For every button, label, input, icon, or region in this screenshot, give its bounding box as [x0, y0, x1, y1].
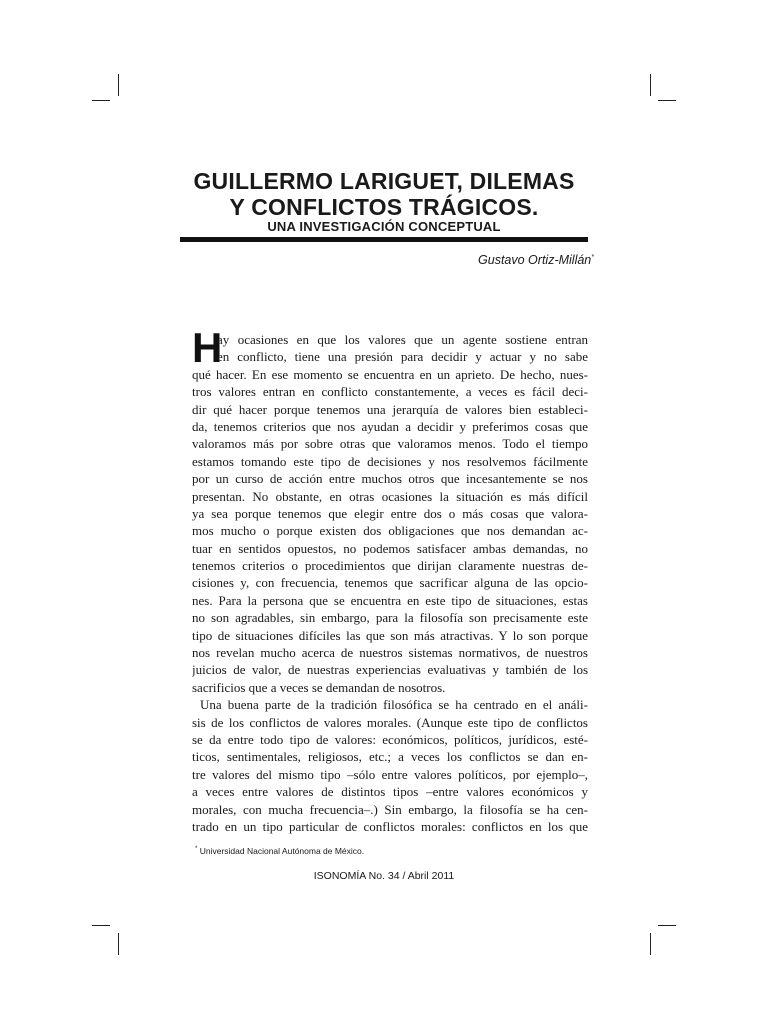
- body-line: sacrificios que a veces se demandan de nosotros.: [192, 679, 446, 695]
- body-line: nes. Para la persona que se encuentra en este tipo de situaciones, estas: [192, 592, 588, 608]
- body-line: juicios de valor, de nuestras experiencias evaluativas y también de los: [192, 662, 588, 678]
- author-name-text: Gustavo Ortiz-Millán: [478, 253, 592, 267]
- drop-cap: H: [192, 324, 223, 371]
- body-line: tuar en sentidos opuestos, no podemos satisfacer ambas demandas, no: [192, 540, 588, 556]
- body-line: da, tenemos criterios que nos ayudan a decidir y preferimos cosas que: [192, 418, 588, 434]
- crop-mark: [650, 74, 651, 96]
- body-line: tipo de situaciones difíciles las que son más atractivas. Y lo son porque: [192, 627, 588, 643]
- article-body: [192, 331, 588, 835]
- body-line: presentan. No obstante, en otras ocasiones la situación es más difícil: [192, 488, 588, 504]
- article-title-line-1: GUILLERMO LARIGUET, DILEMAS: [193, 168, 575, 194]
- body-line: sis de los conflictos de valores morales. (Aunque este tipo de conflictos: [192, 714, 588, 730]
- crop-mark: [92, 925, 110, 926]
- crop-mark: [658, 925, 676, 926]
- crop-mark: [658, 100, 676, 101]
- body-line: mos mucho o porque existen dos obligaciones que nos demandan ac-: [192, 523, 588, 539]
- body-line: qué hacer. En ese momento se encuentra en un aprieto. De hecho, nues-: [192, 366, 588, 382]
- body-line: ya sea porque tenemos que elegir entre dos o más cosas que valora-: [192, 505, 588, 521]
- body-line: cisiones y, con frecuencia, tenemos que sacrificar alguna de las opcio-: [192, 575, 588, 591]
- page-footer: ISONOMÍA No. 34 / Abril 2011: [313, 870, 455, 882]
- body-line: morales, con mucha frecuencia–.) Sin embargo, la filosofía se ha cen-: [192, 801, 588, 817]
- body-line: tenemos criterios o procedimientos que dirijan claramente nuestras de-: [192, 558, 588, 574]
- author-name: [478, 253, 594, 267]
- footnote-text: Universidad Nacional Autónoma de México.: [199, 846, 365, 856]
- body-line: ay ocasiones en que los valores que un agente sostiene entran: [217, 332, 588, 347]
- body-line: en conflicto, tiene una presión para decidir y actuar y no sabe: [217, 349, 588, 365]
- body-line: por un curso de acción entre muchos otros que incesantemente se nos: [192, 471, 588, 487]
- body-line: trado en un tipo particular de conflictos morales: conflictos en los que: [192, 818, 588, 834]
- body-line: estamos tomando este tipo de decisiones y nos resolvemos fácilmente: [192, 453, 588, 469]
- article-title-line-2: Y CONFLICTOS TRÁGICOS.: [229, 194, 539, 220]
- article-subtitle: UNA INVESTIGACIÓN CONCEPTUAL: [267, 219, 501, 234]
- body-line: Una buena parte de la tradición filosófica se ha centrado en el análi-: [200, 697, 588, 713]
- crop-mark: [650, 933, 651, 955]
- body-line: nos revelan mucho acerca de nuestros sistemas normativos, de nuestros: [192, 645, 588, 661]
- body-line: dir qué hacer porque tenemos una jerarquía de valores bien estableci-: [192, 401, 588, 417]
- footnote-mark: *: [195, 846, 198, 853]
- body-line: se da entre todo tipo de valores: económicos, políticos, jurídicos, esté-: [192, 731, 588, 747]
- footnote: [195, 846, 364, 856]
- crop-mark: [118, 933, 119, 955]
- author-footnote-mark: *: [591, 253, 594, 261]
- body-line: valoramos más por sobre otras que valoramos menos. Todo el tiempo: [192, 436, 588, 452]
- crop-mark: [118, 74, 119, 96]
- body-line: ticos, sentimentales, religiosos, etc.; a veces los conflictos se dan en-: [192, 749, 588, 765]
- body-line: a veces entre valores de distintos tipos –entre valores económicos y: [192, 784, 588, 800]
- body-line: no son agradables, sin embargo, para la filosofía son precisamente este: [192, 610, 588, 626]
- crop-mark: [92, 100, 110, 101]
- body-line: tre valores del mismo tipo –sólo entre valores políticos, por ejemplo–,: [192, 766, 588, 782]
- dropcap-lines: [192, 331, 588, 366]
- title-rule: [180, 237, 588, 242]
- body-line: tros valores entran en conflicto constantemente, a veces es fácil deci-: [192, 384, 588, 400]
